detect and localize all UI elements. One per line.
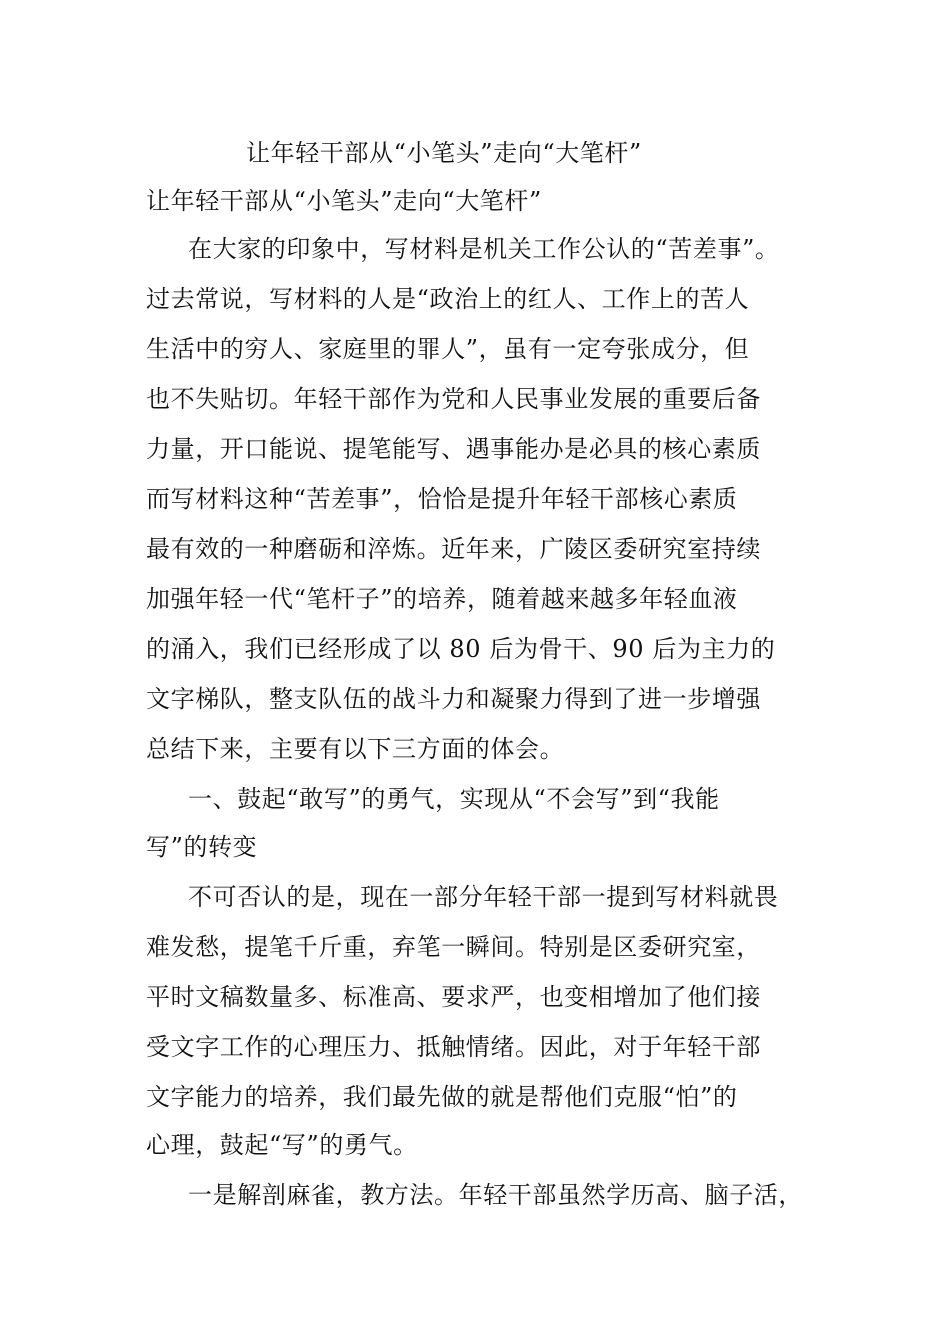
text-line: 难发愁，提笔千斤重，弃笔一瞬间。特别是区委研究室， bbox=[146, 933, 761, 961]
section-heading: 写”的转变 bbox=[146, 833, 258, 861]
text-line: 总结下来，主要有以下三方面的体会。 bbox=[146, 735, 565, 763]
text-line: 平时文稿数量多、标准高、要求严，也变相增加了他们接 bbox=[146, 983, 761, 1011]
text-line: 在大家的印象中，写材料是机关工作公认的“苦差事”。 bbox=[188, 235, 780, 263]
text-line: 加强年轻一代“笔杆子”的培养，随着越来越多年轻血液 bbox=[146, 585, 738, 613]
text-line: 文字能力的培养，我们最先做的就是帮他们克服“怕”的 bbox=[146, 1083, 738, 1111]
text-line: 不可否认的是，现在一部分年轻干部一提到写材料就畏 bbox=[188, 883, 779, 911]
text-line: 最有效的一种磨砺和淬炼。近年来，广陵区委研究室持续 bbox=[146, 535, 761, 563]
text-line: 生活中的穷人、家庭里的罪人”，虽有一定夸张成分，但 bbox=[146, 335, 750, 363]
text-line: 让年轻干部从“小笔头”走向“大笔杆” bbox=[146, 187, 542, 215]
text-line: 心理，鼓起“写”的勇气。 bbox=[146, 1131, 418, 1159]
text-line: 力量，开口能说、提笔能写、遇事能办是必具的核心素质 bbox=[146, 435, 761, 463]
text-line: 一是解剖麻雀，教方法。年轻干部虽然学历高、脑子活， bbox=[188, 1181, 803, 1209]
document-title: 让年轻干部从“小笔头”走向“大笔杆” bbox=[246, 139, 642, 167]
text-line: 过去常说，写材料的人是“政治上的红人、工作上的苦人 bbox=[146, 285, 750, 313]
text-line: 而写材料这种“苦差事”，恰恰是提升年轻干部核心素质 bbox=[146, 485, 738, 513]
text-line: 的涌入，我们已经形成了以 80 后为骨干、90 后为主力的 bbox=[146, 635, 776, 663]
section-heading: 一、鼓起“敢写”的勇气，实现从“不会写”到“我能 bbox=[188, 785, 720, 813]
text-line: 文字梯队，整支队伍的战斗力和凝聚力得到了进一步增强 bbox=[146, 685, 761, 713]
text-line: 也不失贴切。年轻干部作为党和人民事业发展的重要后备 bbox=[146, 385, 761, 413]
text-line: 受文字工作的心理压力、抵触情绪。因此，对于年轻干部 bbox=[146, 1033, 761, 1061]
